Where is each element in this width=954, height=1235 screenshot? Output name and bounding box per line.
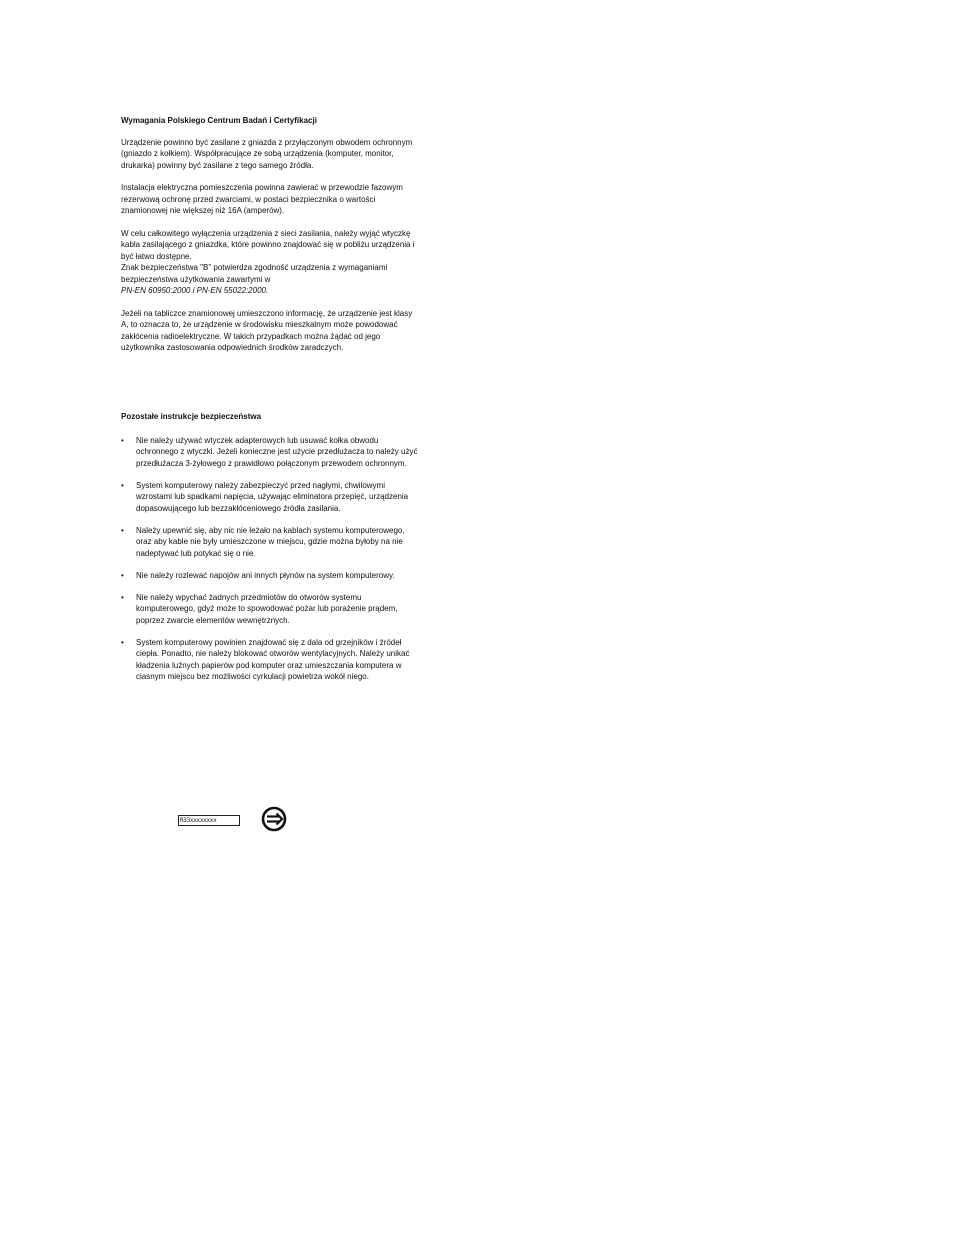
- bullet-icon: •: [121, 592, 124, 602]
- paragraph-text: W celu całkowitego wyłączenia urządzenia z sieci zasilania, należy wyjąć wtyczkę kabla zasilającego z gniazdka, które powinno znajdować się w pobliżu urządzenia i być łatwo dostępne.: [121, 228, 415, 261]
- bullet-icon: •: [121, 525, 124, 535]
- paragraph: Instalacja elektryczna pomieszczenia powinna zawierać w przewodzie fazowym rezerwową ochronę przed zwarciami, w postaci bezpiecznika o wartości znamionowej nie większej niż 16A (amperów).: [121, 183, 403, 215]
- certification-label: R33xxxxxxxx: [178, 815, 240, 826]
- standards-reference: PN-EN 60950:2000 i PN-EN 55022:2000.: [121, 286, 269, 295]
- paragraph: Jeżeli na tabliczce znamionowej umieszczono informację, że urządzenie jest klasy A, to oznacza to, że urządzenie w środowisku mieszkalnym może powodować zakłócenia radioelektryczne. W takich przypadkach można żądać od jego użytkownika zastosowania odpowiednich środków zaradczych.: [121, 308, 413, 352]
- certification-marks: [178, 806, 298, 832]
- bsmi-mark-icon: [261, 806, 287, 832]
- list-item: [121, 525, 421, 560]
- list-item-text: System komputerowy należy zabezpieczyć przed nagłymi, chwilowymi wzrostami lub spadkami napięcia, używając eliminatora przepięć, urządzenia dopasowującego lub bezzakłóceniowego źródła zasilania.: [136, 480, 409, 513]
- list-item: [121, 570, 421, 582]
- safety-instructions-list: [121, 435, 421, 683]
- list-item: [121, 637, 421, 683]
- list-item: [121, 435, 421, 470]
- paragraph: [121, 228, 421, 297]
- paragraph-text: Znak bezpieczeństwa "B" potwierdza zgodność urządzenia z wymaganiami bezpieczeństwa użytkowania zawartymi w: [121, 263, 388, 284]
- bullet-icon: •: [121, 570, 124, 580]
- section-title: Pozostałe instrukcje bezpieczeństwa: [121, 412, 262, 421]
- list-item-text: Nie należy rozlewać napojów ani innych płynów na system komputerowy.: [136, 570, 395, 580]
- list-item: [121, 480, 421, 515]
- list-item-text: System komputerowy powinien znajdować się z dala od grzejników i źródeł ciepła. Ponadto, nie należy blokować otworów wentylacyjnych. Należy unikać kładzenia luźnych papierów pod komputer oraz umieszczania komputera w ciasnym miejscu bez możliwości cyrkulacji powietrza wokół niego.: [136, 637, 410, 681]
- bullet-icon: •: [121, 480, 124, 490]
- paragraph: Urządzenie powinno być zasilane z gniazda z przyłączonym obwodem ochronnym (gniazdo z kołkiem). Współpracujące ze sobą urządzenia (komputer, monitor, drukarka) powinny być zasilane z tego samego źródła.: [121, 137, 413, 170]
- list-item-text: Nie należy używać wtyczek adapterowych lub usuwać kołka obwodu ochronnego z wtyczki. Jeżeli konieczne jest użycie przedłużacza to należy użyć przedłużacza 3-żyłowego z prawidłowo połączonym przewodem ochronnym.: [136, 435, 418, 468]
- bullet-icon: •: [121, 637, 124, 647]
- list-item: [121, 592, 421, 627]
- pcbc-requirements-section: [121, 115, 421, 365]
- bullet-icon: •: [121, 435, 124, 445]
- list-item-text: Nie należy wpychać żadnych przedmiotów do otworów systemu komputerowego, gdyż może to spowodować pożar lub porażenie prądem, poprzez zwarcie elementów wewnętrznych.: [136, 592, 398, 625]
- other-safety-instructions-section: [121, 411, 421, 693]
- section-title: Wymagania Polskiego Centrum Badań i Certyfikacji: [121, 116, 317, 125]
- list-item-text: Należy upewnić się, aby nic nie leżało na kablach systemu komputerowego, oraz aby kable nie były umieszczone w miejscu, gdzie można byłoby na nie nadeptywać lub potykać się o nie.: [136, 525, 405, 558]
